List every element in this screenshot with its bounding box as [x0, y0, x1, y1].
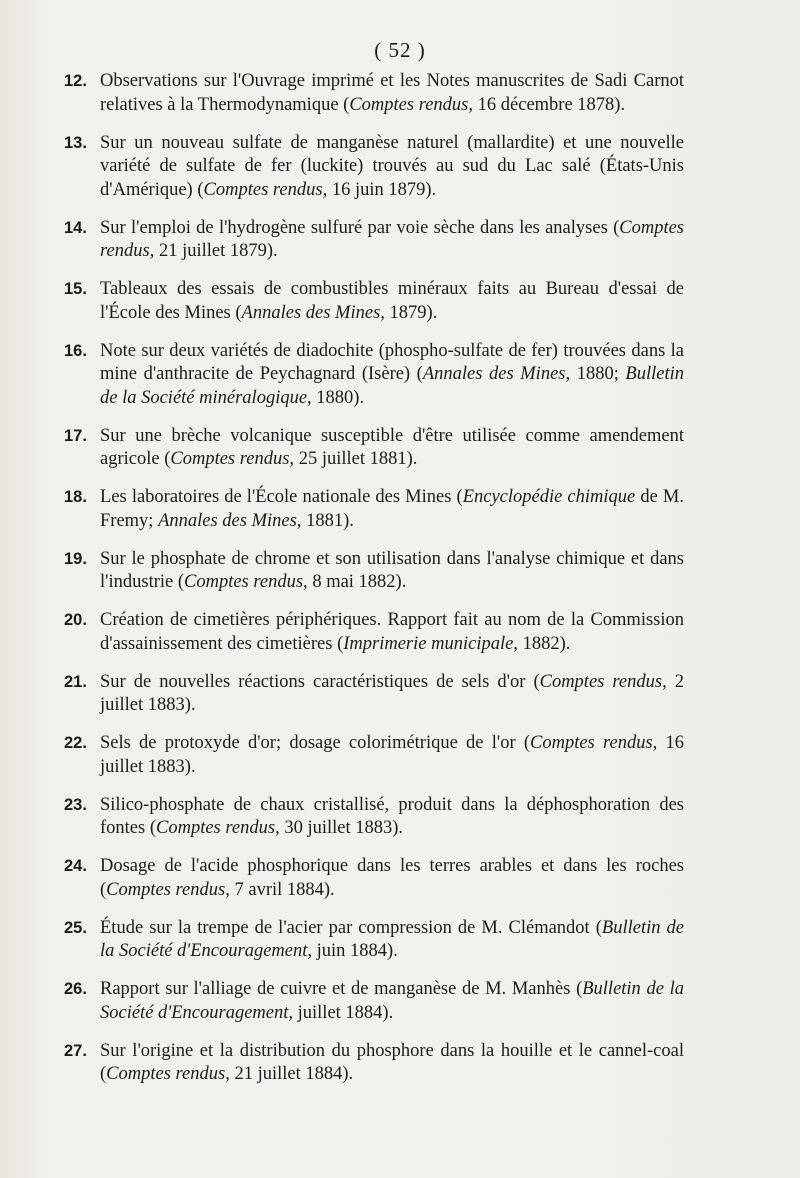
- entry-number: 24.: [64, 857, 87, 875]
- entry-number: 23.: [64, 795, 87, 814]
- bibliography-list: [64, 70, 684, 1101]
- list-item: 24. Dosage de l'acide phosphorique dans les terres arables et dans les roches (Comptes rendus, 7 avril 1884).: [64, 856, 684, 900]
- entry-number: 16.: [64, 341, 87, 360]
- entry-number: 19.: [64, 549, 87, 568]
- list-item: 14. Sur l'emploi de l'hydrogène sulfuré par voie sèche dans les analyses (Comptes rendus, 21 juillet 1879).: [64, 217, 684, 261]
- entry-number: 20.: [64, 611, 87, 629]
- publication-source: Annales des Mines,: [422, 364, 571, 384]
- entry-number: 14.: [64, 218, 87, 237]
- publication-source: Comptes rendus,: [106, 879, 230, 900]
- list-item: 18. Les laboratoires de l'École nationale des Mines (Encyclopédie chimique de M. Fremy; Annales des Mines, 1881).: [64, 487, 684, 531]
- publication-source: Comptes rendus,: [106, 1064, 230, 1084]
- entry-number: 18.: [64, 488, 87, 506]
- entry-number: 13.: [64, 133, 87, 152]
- publication-source: Comptes rendus,: [349, 94, 474, 115]
- publication-source: Comptes rendus,: [100, 217, 684, 261]
- list-item: 13. Sur un nouveau sulfate de manganèse naturel (mallardite) et une nouvelle variété de sulfate de fer (luckite) trouvés au sud du Lac salé (États-Unis d'Amérique) (Comptes rendus, 16 juin 1879).: [64, 132, 684, 200]
- publication-source: Comptes rendus,: [539, 671, 667, 692]
- list-item: 26. Rapport sur l'alliage de cuivre et de manganèse de M. Manhès (Bulletin de la Société d'Encouragement, juillet 1884).: [64, 979, 684, 1023]
- entry-number: 15.: [64, 280, 87, 298]
- list-item: 16. Note sur deux variétés de diadochite (phospho-sulfate de fer) trouvées dans la mine d'anthracite de Peychagnard (Isère) (Annales des Mines, 1880; Bulletin de la Société minéralogique, 1880).: [64, 340, 684, 408]
- publication-source: Encyclopédie chimique: [462, 487, 636, 507]
- publication-source: Comptes rendus,: [156, 818, 280, 838]
- publication-source: Bulletin de la Société d'Encouragement,: [100, 917, 684, 961]
- publication-source: Imprimerie municipale,: [343, 633, 518, 654]
- list-item: 17. Sur une brèche volcanique susceptible d'être utilisée comme amendement agricole (Comptes rendus, 25 juillet 1881).: [64, 425, 684, 469]
- publication-source: Bulletin de la Société d'Encouragement,: [100, 979, 684, 1023]
- list-item: 22. Sels de protoxyde d'or; dosage colorimétrique de l'or (Comptes rendus, 16 juillet 1883).: [64, 733, 685, 777]
- publication-source: Annales des Mines,: [241, 302, 385, 323]
- entry-number: 22.: [64, 734, 87, 752]
- entry-number: 17.: [64, 426, 87, 445]
- list-item: 19. Sur le phosphate de chrome et son utilisation dans l'analyse chimique et dans l'industrie (Comptes rendus, 8 mai 1882).: [64, 548, 684, 592]
- publication-source: Comptes rendus,: [170, 449, 295, 469]
- entry-number: 25.: [64, 918, 87, 937]
- list-item: 20. Création de cimetières périphériques. Rapport fait au nom de la Commission d'assainissement des cimetières (Imprimerie municipale, 1882).: [64, 610, 684, 654]
- publication-source: Bulletin de la Société minéralogique,: [100, 364, 684, 408]
- list-item: 23. Silico-phosphate de chaux cristallisé, produit dans la déphosphoration des fontes (Comptes rendus, 30 juillet 1883).: [64, 794, 684, 838]
- list-item: 21. Sur de nouvelles réactions caractéristiques de sels d'or (Comptes rendus, 2 juillet 1883).: [64, 671, 684, 715]
- publication-source: Annales des Mines,: [158, 510, 302, 531]
- entry-number: 26.: [64, 980, 87, 998]
- publication-source: Comptes rendus,: [530, 733, 658, 753]
- list-item: 12. Observations sur l'Ouvrage imprimé et les Notes manuscrites de Sadi Carnot relatives à la Thermodynamique (Comptes rendus, 16 décembre 1878).: [64, 71, 684, 115]
- list-item: 27. Sur l'origine et la distribution du phosphore dans la houille et le cannel-coal (Comptes rendus, 21 juillet 1884).: [64, 1040, 684, 1084]
- list-item: 15. Tableaux des essais de combustibles minéraux faits au Bureau d'essai de l'École des Mines (Annales des Mines, 1879).: [64, 279, 684, 323]
- entry-number: 21.: [64, 672, 87, 691]
- page-number: ( 52 ): [374, 38, 426, 62]
- list-item: 25. Étude sur la trempe de l'acier par compression de M. Clémandot (Bulletin de la Société d'Encouragement, juin 1884).: [64, 917, 684, 961]
- publication-source: Comptes rendus,: [184, 572, 308, 592]
- entry-number: 12.: [64, 72, 87, 90]
- publication-source: Comptes rendus,: [203, 179, 328, 200]
- entry-number: 27.: [64, 1041, 87, 1060]
